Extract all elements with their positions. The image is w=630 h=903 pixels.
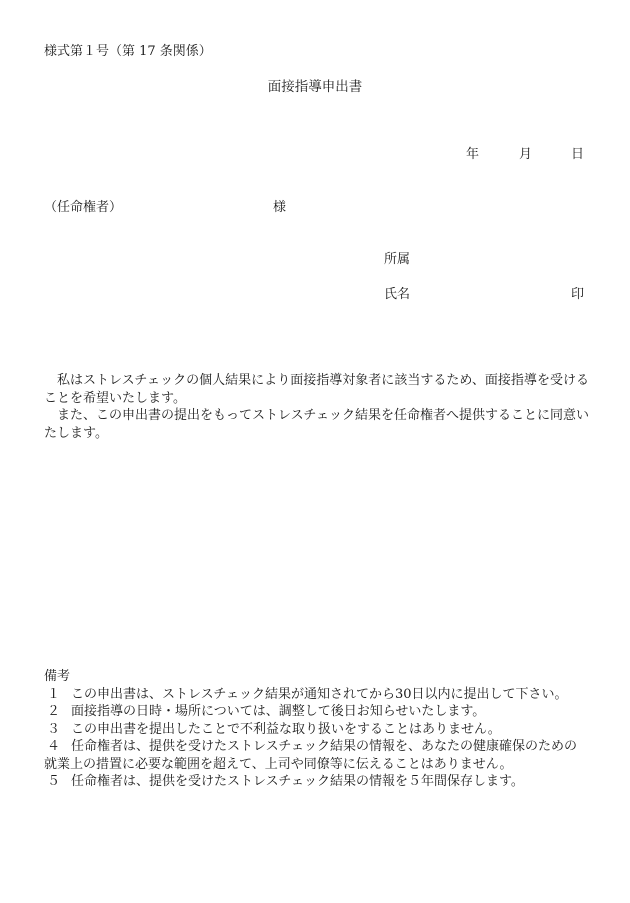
form-number: 様式第１号（第 17 条関係） <box>44 44 212 59</box>
note-text: この申出書は、ストレスチェック結果が通知されてから30日以内に提出して下さい。 <box>71 686 568 702</box>
request-statement <box>44 372 589 442</box>
note-text: 任命権者は、提供を受けたストレスチェック結果の情報を５年間保存します。 <box>71 774 524 789</box>
note-item <box>44 703 589 721</box>
note-number: ５ <box>47 774 61 789</box>
note-number: ２ <box>47 704 61 719</box>
note-item <box>44 738 589 773</box>
name-label: 氏名 <box>384 287 411 302</box>
note-text: この申出書を提出したことで不利益な取り扱いをすることはありません。 <box>71 721 501 737</box>
date-month-label: 月 <box>519 147 533 162</box>
note-item <box>44 721 589 739</box>
recipient-honorific: 様 <box>273 200 287 215</box>
consent-paragraph: また、この申出書の提出をもってストレスチェック結果を任命権者へ提供することに同意いたします。 <box>44 408 589 441</box>
note-item <box>44 686 589 704</box>
note-text: 面接指導の日時・場所については、調整して後日お知らせいたします。 <box>71 704 486 719</box>
date-year-label: 年 <box>466 147 480 162</box>
note-item <box>44 773 589 791</box>
page-title: 面接指導申出書 <box>267 79 363 95</box>
recipient-label: （任命権者） <box>44 200 123 215</box>
note-number: １ <box>47 686 61 702</box>
affiliation-label: 所属 <box>384 252 411 267</box>
date-day-label: 日 <box>571 147 585 162</box>
seal-mark: 印 <box>571 287 585 302</box>
note-number: ３ <box>47 721 61 737</box>
request-paragraph: 私はストレスチェックの個人結果により面接指導対象者に該当するため、面接指導を受けることを希望いたします。 <box>44 373 589 406</box>
note-number: ４ <box>47 739 61 754</box>
note-text: 任命権者は、提供を受けたストレスチェック結果の情報を、あなたの健康確保のための就業上の措置に必要な範囲を超えて、上司や同僚等に伝えることはありません。 <box>44 739 577 772</box>
notes-section <box>44 668 589 791</box>
notes-heading: 備考 <box>44 669 71 684</box>
